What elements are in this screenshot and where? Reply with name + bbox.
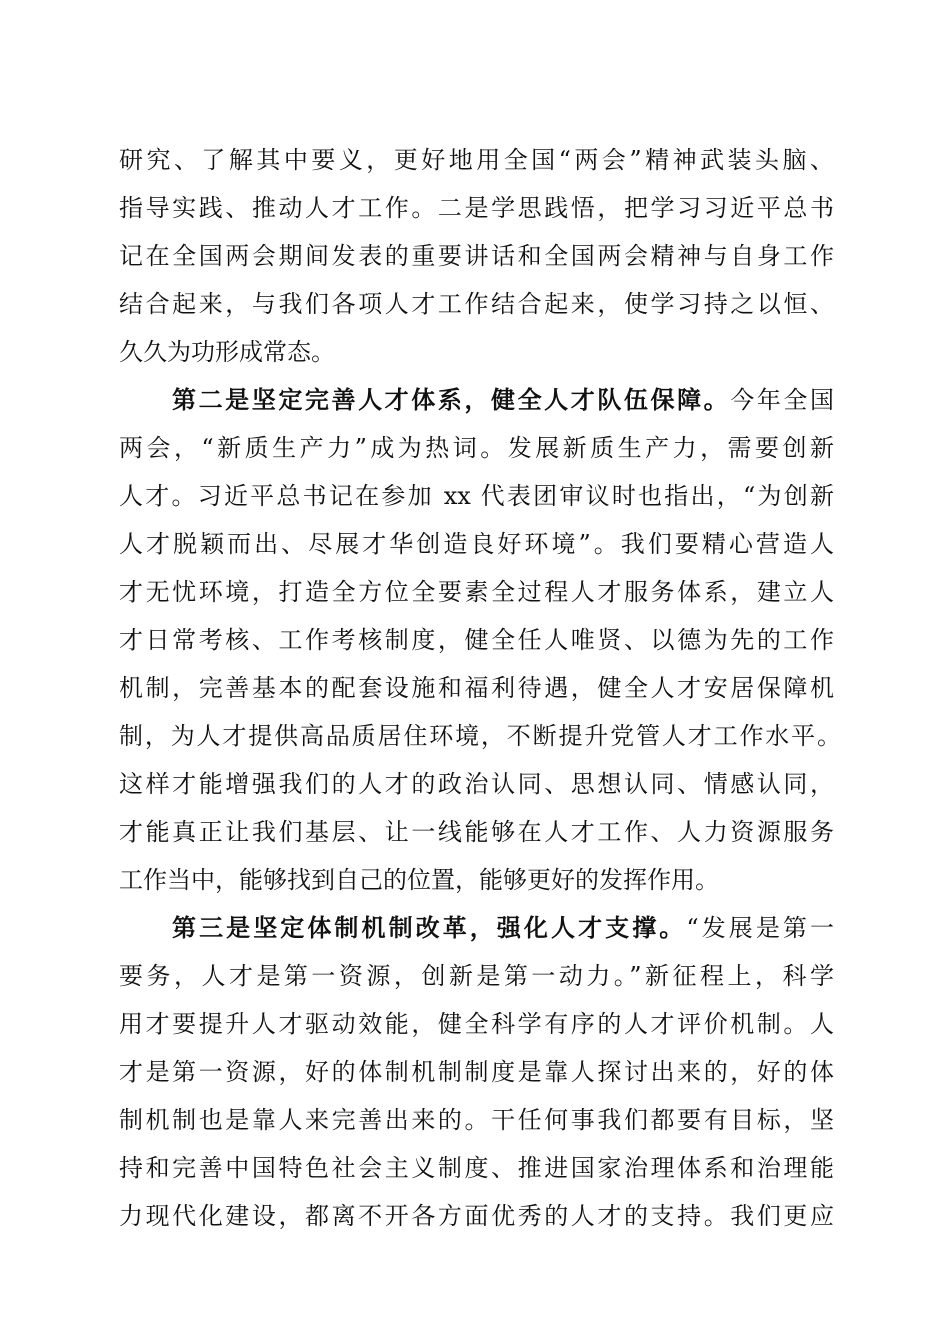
text-line: 制机制也是靠人来完善出来的。干任何事我们都要有目标，坚 [119, 1106, 834, 1134]
text-line: 持和完善中国特色社会主义制度、推进国家治理体系和治理能 [119, 1154, 834, 1182]
text-line: 研究、了解其中要义，更好地用全国“两会”精神武装头脑、 [119, 146, 834, 174]
paragraph-heading-rest: “发展是第一 [686, 914, 834, 942]
paragraph-heading: 第三是坚定体制机制改革，强化人才支撑。 [172, 913, 687, 942]
paragraph-first-line [172, 385, 834, 415]
text-line: 要务，人才是第一资源，创新是第一动力。”新征程上，科学 [119, 962, 834, 990]
text-line: 这样才能增强我们的人才的政治认同、思想认同、情感认同， [119, 770, 834, 798]
text-line: 才无忧环境，打造全方位全要素全过程人才服务体系，建立人 [119, 578, 834, 606]
text-line: 久久为功形成常态。 [119, 338, 335, 366]
text-line: 结合起来，与我们各项人才工作结合起来，使学习持之以恒、 [119, 290, 834, 318]
text-line: 人才。习近平总书记在参加 xx 代表团审议时也指出，“为创新 [119, 482, 834, 510]
text-line: 才是第一资源，好的体制机制制度是靠人探讨出来的，好的体 [119, 1058, 834, 1086]
paragraph-first-line [172, 913, 834, 943]
text-line: 才日常考核、工作考核制度，健全任人唯贤、以德为先的工作 [119, 626, 834, 654]
text-line: 两会，“新质生产力”成为热词。发展新质生产力，需要创新 [119, 434, 834, 462]
text-line: 指导实践、推动人才工作。二是学思践悟，把学习习近平总书 [119, 194, 834, 222]
text-line: 才能真正让我们基层、让一线能够在人才工作、人力资源服务 [119, 818, 834, 846]
paragraph-heading-rest: 今年全国 [730, 386, 834, 414]
paragraph-heading: 第二是坚定完善人才体系，健全人才队伍保障。 [172, 385, 731, 414]
text-line: 用才要提升人才驱动效能，健全科学有序的人才评价机制。人 [119, 1010, 834, 1038]
text-line: 机制，完善基本的配套设施和福利待遇，健全人才安居保障机 [119, 674, 834, 702]
text-line: 力现代化建设，都离不开各方面优秀的人才的支持。我们更应 [119, 1202, 834, 1230]
text-line: 记在全国两会期间发表的重要讲话和全国两会精神与自身工作 [119, 242, 834, 270]
text-line: 人才脱颖而出、尽展才华创造良好环境”。我们要精心营造人 [119, 530, 834, 558]
text-line: 工作当中，能够找到自己的位置，能够更好的发挥作用。 [119, 866, 719, 894]
text-line: 制，为人才提供高品质居住环境，不断提升党管人才工作水平。 [119, 722, 841, 750]
